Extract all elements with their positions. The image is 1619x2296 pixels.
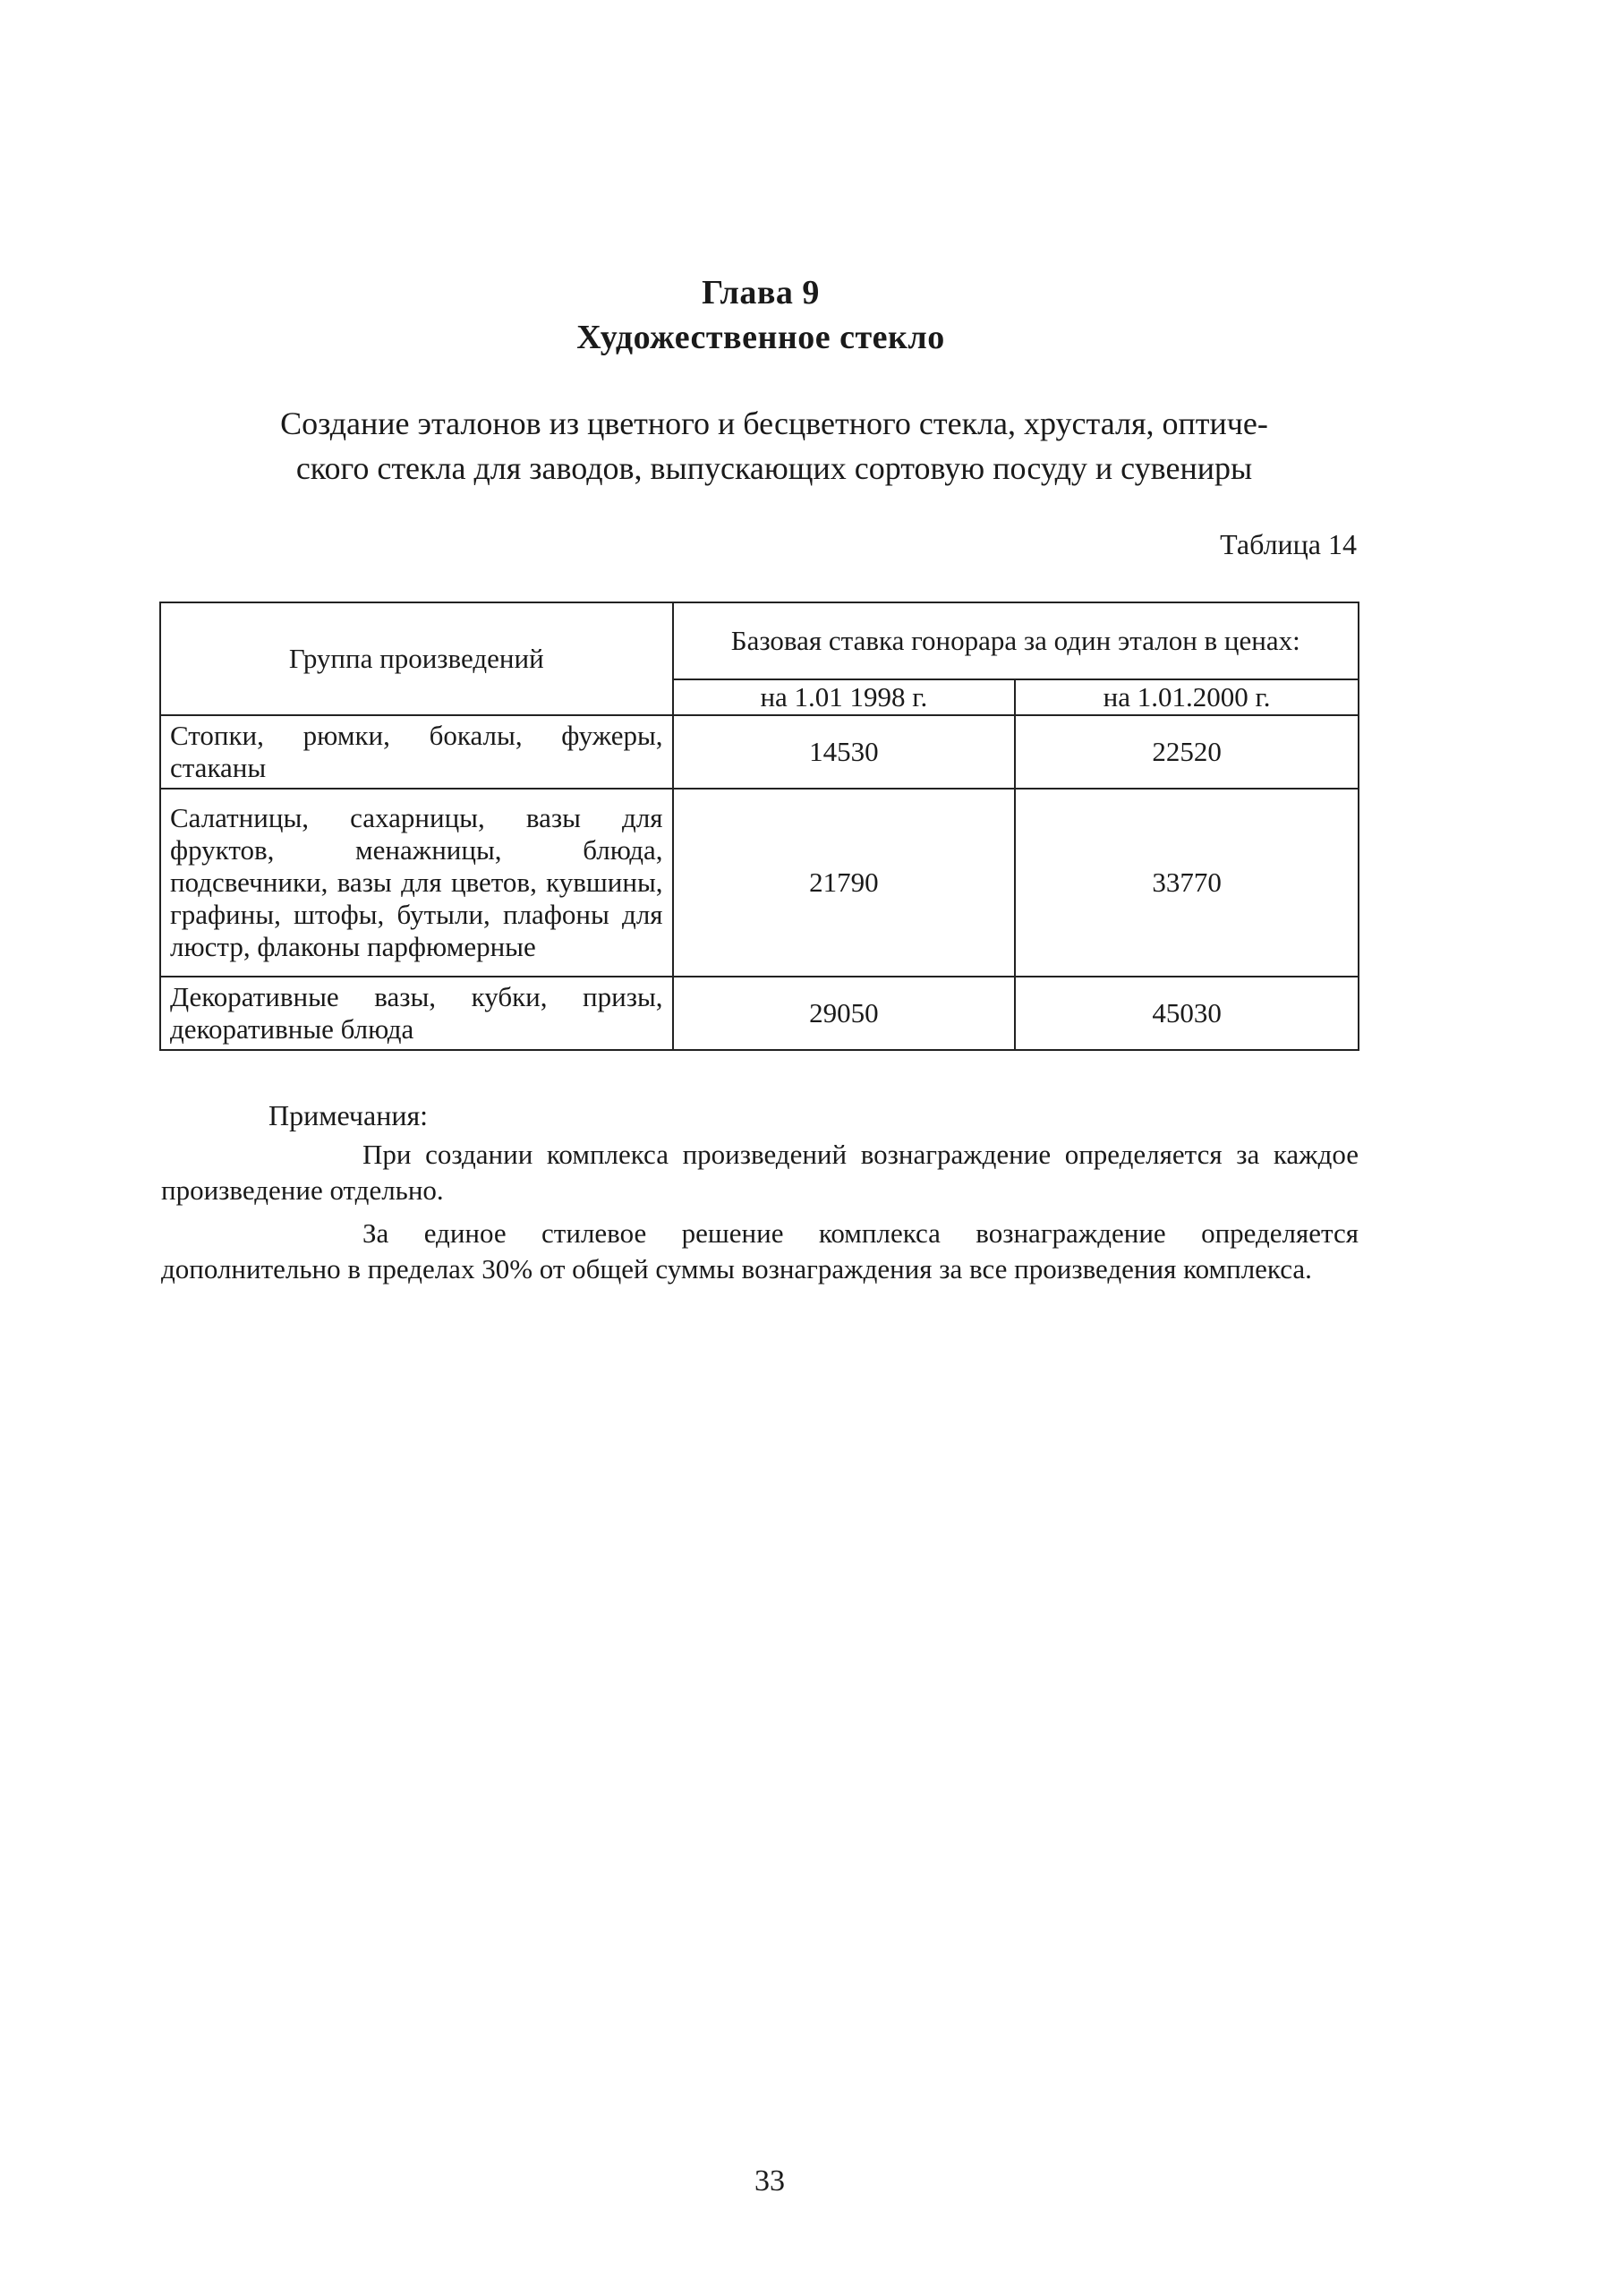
group-cell: Салатницы, сахарницы, вазы для фруктов, менажницы, блюда, подсвечники, вазы для цветов, кувшины, графины, штофы, бутыли, плафоны для люстр, флаконы парфюмерные bbox=[160, 789, 673, 977]
rate-1998-cell: 14530 bbox=[673, 715, 1016, 789]
rate-2000-cell: 33770 bbox=[1015, 789, 1359, 977]
rate-1998-cell: 21790 bbox=[673, 789, 1016, 977]
group-cell: Декоративные вазы, кубки, призы, декоративные блюда bbox=[160, 977, 673, 1050]
notes-list bbox=[161, 1137, 1359, 1287]
rate-2000-cell: 22520 bbox=[1015, 715, 1359, 789]
table-row bbox=[160, 715, 1359, 789]
table-caption: Таблица 14 bbox=[1220, 528, 1357, 560]
note-item: За единое стилевое решение комплекса вознаграждение определяется дополнительно в пределах 30% от общей суммы вознаграждения за все произведения комплекса. bbox=[161, 1217, 1359, 1285]
section-heading-line: Создание эталонов из цветного и бесцветного стекла, хрусталя, оптиче- bbox=[280, 405, 1268, 441]
chapter-title: Художественное стекло bbox=[576, 319, 945, 356]
header-date-1998: на 1.01 1998 г. bbox=[673, 679, 1016, 715]
chapter-number: Глава 9 bbox=[702, 274, 820, 312]
notes-title: Примечания: bbox=[268, 1099, 429, 1131]
header-group: Группа произведений bbox=[160, 602, 673, 715]
rate-2000-cell: 45030 bbox=[1015, 977, 1359, 1050]
rate-1998-cell: 29050 bbox=[673, 977, 1016, 1050]
table-header-row bbox=[160, 602, 1359, 679]
table-row bbox=[160, 977, 1359, 1050]
section-heading bbox=[192, 401, 1356, 491]
table-row bbox=[160, 789, 1359, 977]
header-rate: Базовая ставка гонорара за один эталон в ценах: bbox=[673, 602, 1359, 679]
header-date-2000: на 1.01.2000 г. bbox=[1015, 679, 1359, 715]
rates-table bbox=[159, 602, 1359, 1051]
note-item: При создании комплекса произведений вознаграждение определяется за каждое произведение отдельно. bbox=[161, 1139, 1359, 1206]
page-number: 33 bbox=[754, 2164, 785, 2198]
group-cell: Стопки, рюмки, бокалы, фужеры, стаканы bbox=[160, 715, 673, 789]
section-heading-line: ского стекла для заводов, выпускающих сортовую посуду и сувениры bbox=[295, 450, 1253, 486]
